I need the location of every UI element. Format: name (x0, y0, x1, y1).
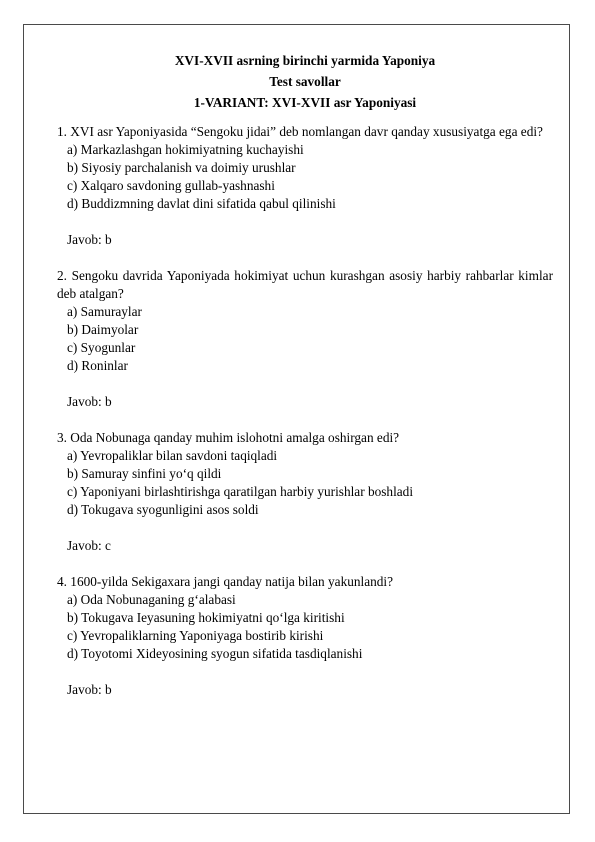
option-c: c) Syogunlar (67, 340, 136, 355)
option-d: d) Roninlar (67, 358, 128, 373)
answer-key: Javob: b (67, 232, 112, 247)
option-a: a) Samuraylar (67, 304, 142, 319)
option-b: b) Tokugava Ieyasuning hokimiyatni qo‘lga kiritishi (67, 610, 345, 625)
option-c: c) Xalqaro savdoning gullab-yashnashi (67, 178, 275, 193)
option-d: d) Toyotomi Xideyosining syogun sifatida tasdiqlanishi (67, 646, 363, 661)
variant-heading: 1-VARIANT: XVI-XVII asr Yaponiyasi (193, 95, 417, 110)
option-b: b) Daimyolar (67, 322, 139, 337)
question-3 (57, 429, 553, 555)
document-subtitle: Test savollar (269, 74, 341, 89)
question-1 (57, 123, 553, 249)
option-c: c) Yaponiyani birlashtirishga qaratilgan harbiy yurishlar boshladi (67, 484, 414, 499)
question-text: 1. XVI asr Yaponiyasida “Sengoku jidai” deb nomlangan davr qanday xususiyatga ega edi? (57, 124, 543, 139)
option-b: b) Siyosiy parchalanish va doimiy urushlar (67, 160, 296, 175)
answer-key: Javob: c (67, 538, 111, 553)
answer-key: Javob: b (67, 682, 112, 697)
document-title: XVI-XVII asrning birinchi yarmida Yaponiya (174, 53, 436, 68)
option-d: d) Buddizmning davlat dini sifatida qabul qilinishi (67, 196, 336, 211)
document-body (57, 52, 553, 717)
option-a: a) Markazlashgan hokimiyatning kuchayishi (67, 142, 304, 157)
question-text: 3. Oda Nobunaga qanday muhim islohotni amalga oshirgan edi? (57, 430, 400, 445)
answer-options (57, 303, 553, 375)
answer-key: Javob: b (67, 394, 112, 409)
question-2 (57, 267, 553, 411)
answer-options (57, 591, 553, 663)
question-4 (57, 573, 553, 699)
option-d: d) Tokugava syogunligini asos soldi (67, 502, 259, 517)
question-text: 2. Sengoku davrida Yaponiyada hokimiyat uchun kurashgan asosiy harbiy rahbarlar kimlar deb atalgan? (57, 268, 553, 301)
option-b: b) Samuray sinfini yo‘q qildi (67, 466, 222, 481)
option-c: c) Yevropaliklarning Yaponiyaga bostirib kirishi (67, 628, 324, 643)
answer-options (57, 447, 553, 519)
answer-options (57, 141, 553, 213)
option-a: a) Yevropaliklar bilan savdoni taqiqladi (67, 448, 278, 463)
option-a: a) Oda Nobunaganing g‘alabasi (67, 592, 236, 607)
question-text: 4. 1600-yilda Sekigaxara jangi qanday natija bilan yakunlandi? (57, 574, 394, 589)
